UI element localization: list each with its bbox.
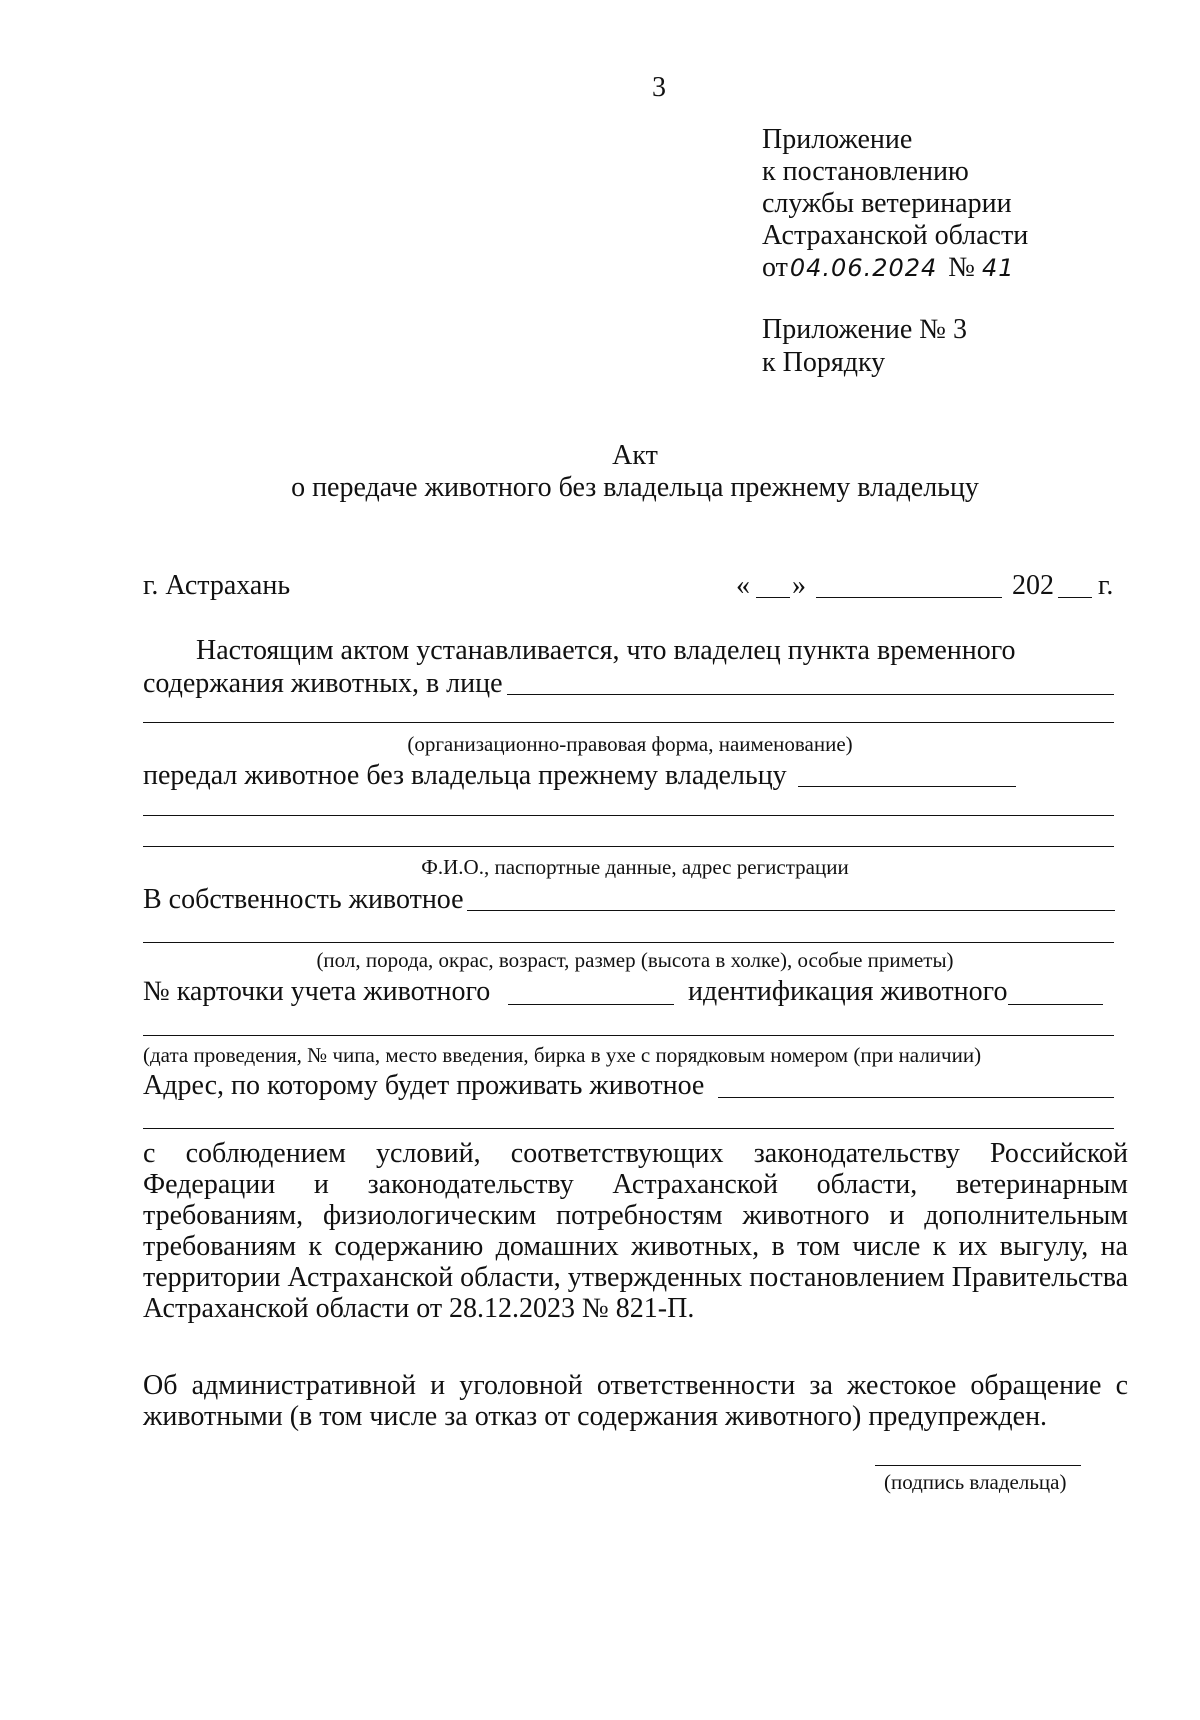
caption-person: Ф.И.О., паспортные данные, адрес регистрации [421,855,849,879]
city: г. Астрахань [143,570,291,601]
warning-line: животными (в том числе за отказ от содержания животного) предупрежден. [143,1401,1048,1432]
warning-paragraph [143,1370,1128,1432]
number-label: № [948,252,976,283]
handwritten-date: 04.06.2024 [789,254,938,282]
handwritten-number: 41 [982,254,1015,282]
identification-field[interactable] [1008,1004,1103,1005]
address-label: Адрес, по которому будет проживать животное [143,1070,705,1101]
header-line: Астраханской области [762,220,1029,251]
transfer-label: передал животное без владельца прежнему владельцу [143,760,787,791]
appendix-number: Приложение № 3 [762,314,967,345]
animal-field[interactable] [467,910,1115,911]
decree-date-line [762,252,1028,284]
day-field[interactable] [756,597,790,598]
previous-owner-field-3[interactable] [143,846,1114,847]
year-suffix: г. [1098,570,1114,601]
header-line: Приложение [762,124,913,155]
header-line: службы ветеринарии [762,188,1012,219]
conditions-line: территории Астраханской области, утвержденных постановлением Правительства [143,1262,1128,1293]
caption-organization: (организационно-правовая форма, наименование) [407,732,853,756]
previous-owner-field-2[interactable] [143,815,1114,816]
ownership-label: В собственность животное [143,884,464,915]
year-field[interactable] [1058,597,1092,598]
appendix-header [762,124,1028,284]
conditions-line: Астраханской области от 28.12.2023 № 821-П. [143,1293,695,1324]
conditions-line: требованиям, физиологическим потребностям животного и дополнительным [143,1200,1128,1231]
year-prefix: 202 [1012,570,1054,601]
identification-field-2[interactable] [143,1035,1114,1036]
caption-animal: (пол, порода, окрас, возраст, размер (высота в холке), особые приметы) [316,948,954,972]
previous-owner-field[interactable] [798,786,1016,787]
caption-signature: (подпись владельца) [884,1470,1067,1494]
conditions-line: с соблюдением условий, соответствующих законодательству Российской [143,1138,1128,1169]
organization-field[interactable] [143,722,1114,723]
month-field[interactable] [816,597,1002,598]
conditions-line: требованиям к содержанию домашних животных, в том числе к их выгулу, на [143,1231,1128,1262]
representative-field[interactable] [507,694,1114,695]
card-label: № карточки учета животного [143,976,491,1007]
owner-signature-field[interactable] [875,1465,1081,1466]
document-title: Акт [612,440,658,471]
address-field-2[interactable] [143,1128,1114,1129]
conditions-paragraph [143,1138,1128,1324]
address-field[interactable] [718,1097,1114,1098]
caption-identification: (дата проведения, № чипа, место введения, бирка в ухе с порядковым номером (при наличии) [143,1043,982,1067]
appendix-order: к Порядку [762,347,886,378]
header-line: к постановлению [762,156,969,187]
identification-label: идентификация животного [688,976,1008,1007]
date-quote-open: « [736,570,750,601]
warning-line: Об административной и уголовной ответственности за жестокое обращение с [143,1370,1128,1401]
intro-line-1: Настоящим актом устанавливается, что владелец пункта временного [196,635,1016,666]
conditions-line: Федерации и законодательству Астраханской области, ветеринарным [143,1169,1128,1200]
animal-field-2[interactable] [143,942,1114,943]
card-number-field[interactable] [508,1004,674,1005]
date-prefix: от [762,252,788,283]
page-number: 3 [652,72,666,103]
document-subtitle: о передаче животного без владельца прежнему владельцу [291,472,979,503]
date-quote-close: » [792,570,806,601]
intro-line-2: содержания животных, в лице [143,668,503,699]
